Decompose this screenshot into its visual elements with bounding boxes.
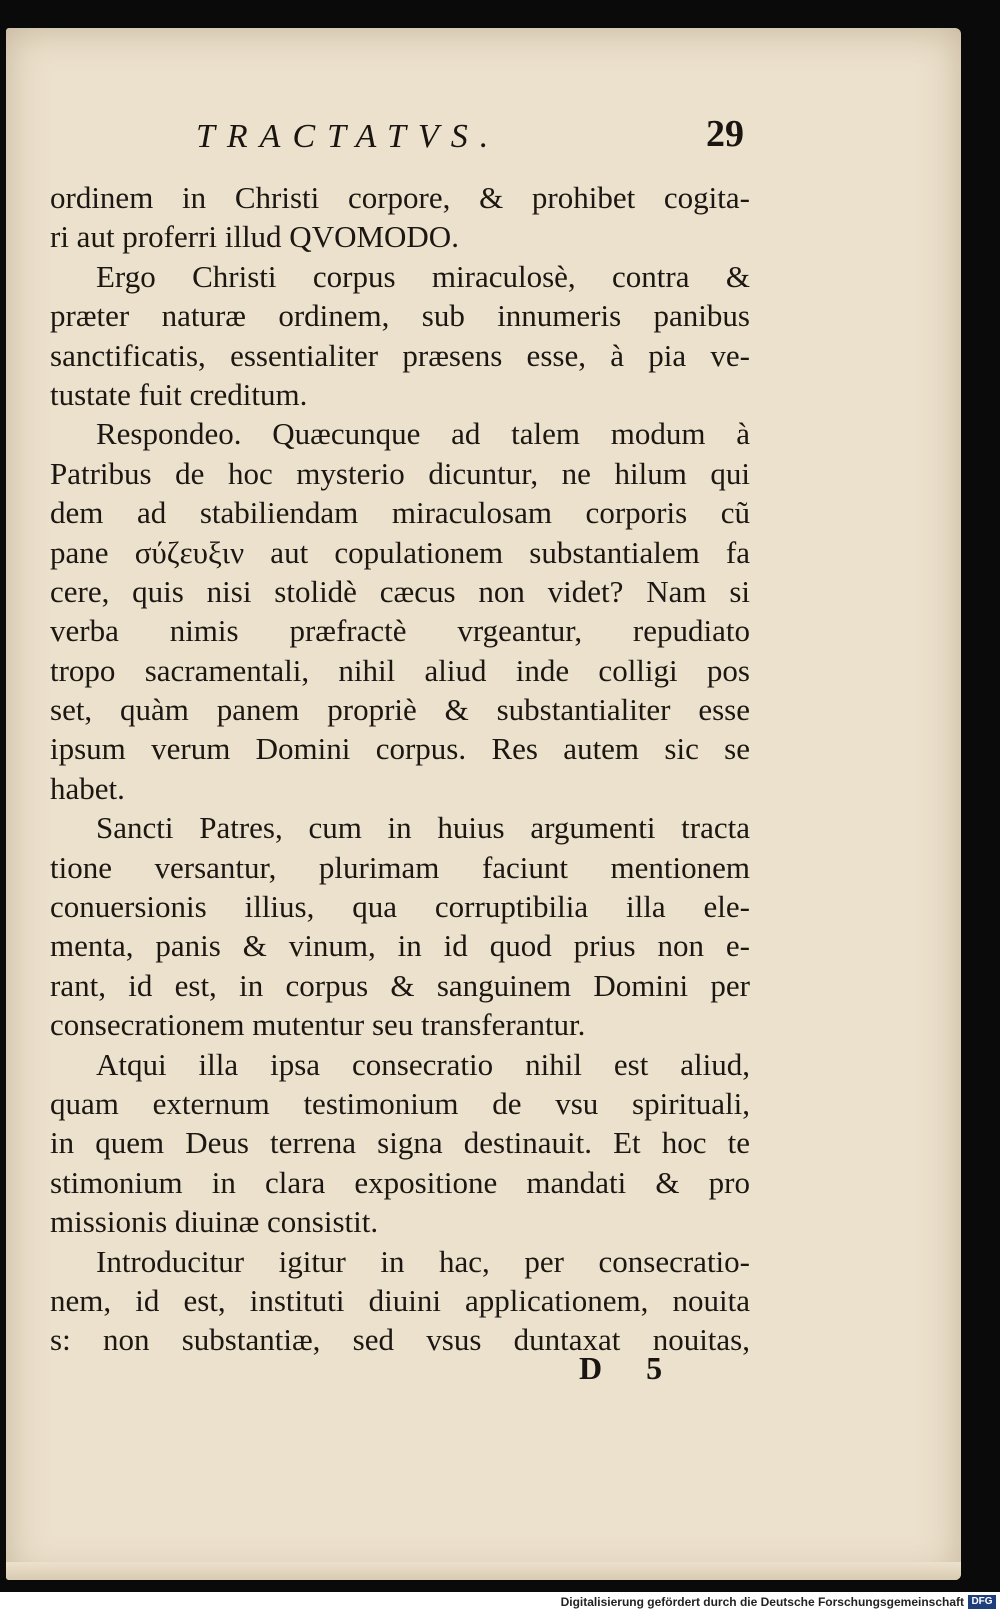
text-line: tropo sacramentali, nihil aliud inde colligi pos [50,652,750,688]
text-line: in quem Deus terrena signa destinauit. Et hoc te [50,1125,750,1161]
text-line: consecrationem mutentur seu transferantur. [50,1007,586,1043]
text-line: Ergo Christi corpus miraculosè, contra & [96,258,750,294]
page-number: 29 [706,113,744,155]
text-line: tione versantur, plurimam faciunt mentionem [50,849,750,885]
text-line: ordinem in Christi corpore, & prohibet cogita- [50,180,750,215]
funding-credit: Digitalisierung gefördert durch die Deutsche Forschungsgemeinschaft [560,1595,964,1609]
text-line: set, quàm panem propriè & substantialiter esse [50,692,750,728]
text-line: quam externum testimonium de vsu spirituali, [50,1085,750,1121]
text-line: sanctificatis, essentialiter præsens esse, à pia ve- [50,337,750,373]
text-line: pane σύζευξιν aut copulationem substantialem fa [50,534,750,570]
text-line: Sancti Patres, cum in huius argumenti tracta [96,810,750,846]
text-line: s: non substantiæ, sed vsus duntaxat nouitas, [50,1322,750,1358]
text-line: ipsum verum Domini corpus. Res autem sic se [50,731,750,767]
body-text [50,178,750,1360]
text-line: tustate fuit creditum. [50,376,308,412]
footer-bar [0,1592,1000,1613]
text-line: cere, quis nisi stolidè cæcus non videt? Nam si [50,573,750,609]
dfg-logo-icon: DFG [968,1595,996,1609]
book-page [6,28,961,1580]
text-line: verba nimis præfractè vrgeantur, repudiato [50,613,750,649]
catchword: D 5 [579,1350,681,1386]
text-line: ri aut proferri illud QVOMODO. [50,219,459,255]
text-line: Atqui illa ipsa consecratio nihil est aliud, [96,1046,750,1082]
text-line: habet. [50,770,125,806]
text-line: missionis diuinæ consistit. [50,1204,379,1240]
text-line: Introducitur igitur in hac, per consecratio- [96,1243,750,1279]
text-line: Respondeo. Quæcunque ad talem modum à [96,416,750,452]
text-line: præter naturæ ordinem, sub innumeris panibus [50,298,750,334]
text-line: stimonium in clara expositione mandati & pro [50,1164,750,1200]
text-line: menta, panis & vinum, in id quod prius non e- [50,928,750,964]
text-line: nem, id est, instituti diuini applicationem, nouita [50,1282,750,1318]
text-line: conuersionis illius, qua corruptibilia illa ele- [50,889,750,925]
running-head: TRACTATVS. [196,118,501,155]
text-line: Patribus de hoc mysterio dicuntur, ne hilum qui [50,455,750,491]
text-line: rant, id est, in corpus & sanguinem Domini per [50,967,750,1003]
text-line: dem ad stabiliendam miraculosam corporis cũ [50,495,750,531]
